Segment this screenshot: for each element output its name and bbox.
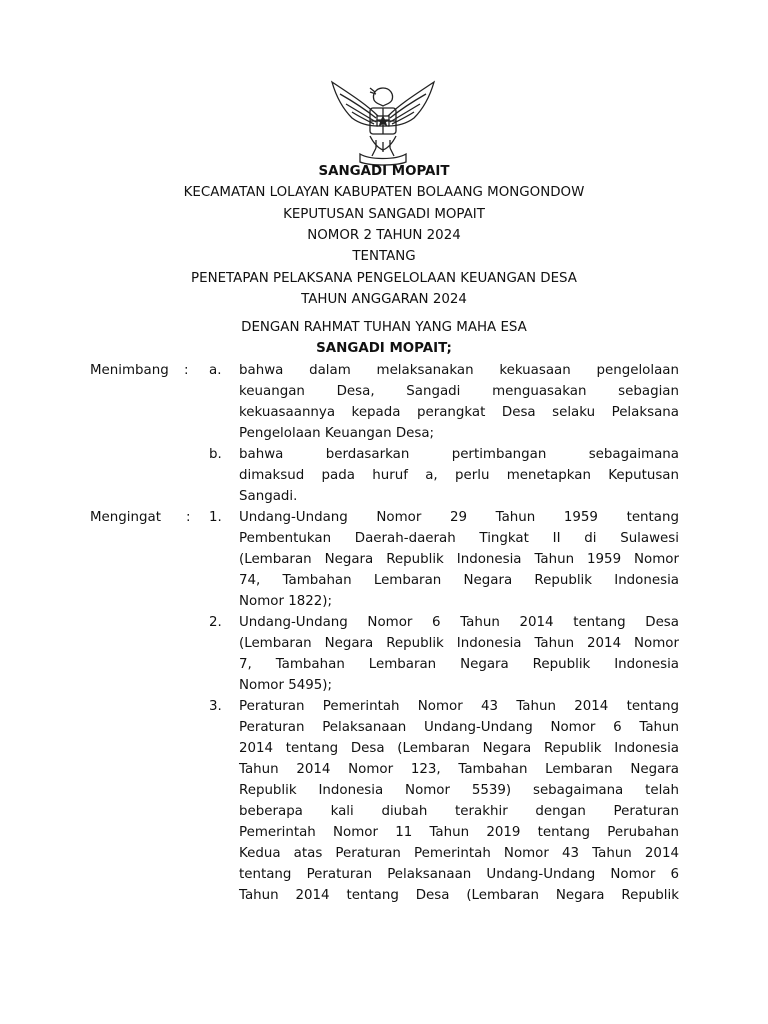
mengingat-row-2 xyxy=(0,612,768,633)
decree-subject: PENETAPAN PELAKSANA PENGELOLAAN KEUANGAN DESA xyxy=(191,271,577,286)
item-line: Undang-Undang Nomor 6 Tahun 2014 tentang Desa xyxy=(239,615,679,630)
item-line: Nomor 5495); xyxy=(239,678,333,693)
text-row xyxy=(0,675,768,696)
item-line: Pemerintah Nomor 11 Tahun 2019 tentang Perubahan xyxy=(239,825,679,840)
menimbang-row-b xyxy=(0,444,768,465)
item-line: 7, Tambahan Lembaran Negara Republik Indonesia xyxy=(239,657,679,672)
menimbang-label: Menimbang xyxy=(90,363,169,378)
text-row xyxy=(0,885,768,906)
preamble: DENGAN RAHMAT TUHAN YANG MAHA ESA xyxy=(241,320,527,335)
item-line: Sangadi. xyxy=(239,489,298,504)
text-row xyxy=(0,864,768,885)
item-marker: a. xyxy=(209,363,222,378)
text-row xyxy=(0,591,768,612)
text-row xyxy=(0,570,768,591)
text-row xyxy=(0,633,768,654)
item-line: 74, Tambahan Lembaran Negara Republik Indonesia xyxy=(239,573,679,588)
text-row xyxy=(0,654,768,675)
text-row xyxy=(0,423,768,444)
mengingat-row-3 xyxy=(0,696,768,717)
item-line: Peraturan Pemerintah Nomor 43 Tahun 2014 tentang xyxy=(239,699,679,714)
text-row xyxy=(0,465,768,486)
item-line: kekuasaannya kepada perangkat Desa selaku Pelaksana xyxy=(239,405,679,420)
decree-title: KEPUTUSAN SANGADI MOPAIT xyxy=(283,207,485,222)
item-line: Tahun 2014 Nomor 123, Tambahan Lembaran Negara xyxy=(239,762,679,777)
text-row xyxy=(0,549,768,570)
menimbang-row-a xyxy=(0,360,768,381)
text-row xyxy=(0,822,768,843)
item-line: Undang-Undang Nomor 29 Tahun 1959 tentang xyxy=(239,510,679,525)
item-line: beberapa kali diubah terakhir dengan Peraturan xyxy=(239,804,679,819)
fiscal-year: TAHUN ANGGARAN 2024 xyxy=(301,292,467,307)
text-row xyxy=(0,843,768,864)
village-title: SANGADI MOPAIT xyxy=(318,164,450,179)
text-row xyxy=(0,738,768,759)
subdistrict-line: KECAMATAN LOLAYAN KABUPATEN BOLAANG MONGONDOW xyxy=(183,185,585,200)
item-line: dimaksud pada huruf a, perlu menetapkan Keputusan xyxy=(239,468,679,483)
item-marker: 3. xyxy=(209,699,222,714)
text-row xyxy=(0,528,768,549)
item-line: 2014 tentang Desa (Lembaran Negara Republik Indonesia xyxy=(239,741,679,756)
text-row xyxy=(0,801,768,822)
item-line: tentang Peraturan Pelaksanaan Undang-Undang Nomor 6 xyxy=(239,867,679,882)
garuda-emblem-icon xyxy=(326,74,440,166)
text-row xyxy=(0,381,768,402)
item-line: Republik Indonesia Nomor 5539) sebagaimana telah xyxy=(239,783,679,798)
text-row xyxy=(0,759,768,780)
text-row xyxy=(0,780,768,801)
text-row xyxy=(0,402,768,423)
item-line: Tahun 2014 tentang Desa (Lembaran Negara Republik xyxy=(239,888,679,903)
item-marker: 1. xyxy=(209,510,222,525)
item-line: (Lembaran Negara Republik Indonesia Tahun 2014 Nomor xyxy=(239,636,679,651)
item-line: Nomor 1822); xyxy=(239,594,333,609)
text-row xyxy=(0,717,768,738)
item-line: Peraturan Pelaksanaan Undang-Undang Nomor 6 Tahun xyxy=(239,720,679,735)
item-line: keuangan Desa, Sangadi menguasakan sebagian xyxy=(239,384,679,399)
item-line: Pengelolaan Keuangan Desa; xyxy=(239,426,435,441)
text-row xyxy=(0,486,768,507)
item-line: Kedua atas Peraturan Pemerintah Nomor 43 Tahun 2014 xyxy=(239,846,679,861)
menimbang-colon: : xyxy=(184,363,189,378)
item-marker: b. xyxy=(209,447,222,462)
item-line: bahwa dalam melaksanakan kekuasaan pengelolaan xyxy=(239,363,679,378)
item-line: (Lembaran Negara Republik Indonesia Tahun 1959 Nomor xyxy=(239,552,679,567)
item-marker: 2. xyxy=(209,615,222,630)
about-label: TENTANG xyxy=(352,249,416,264)
decree-number: NOMOR 2 TAHUN 2024 xyxy=(307,228,461,243)
mengingat-row-1 xyxy=(0,507,768,528)
item-line: bahwa berdasarkan pertimbangan sebagaimana xyxy=(239,447,679,462)
mengingat-label: Mengingat xyxy=(90,510,161,525)
authority-line: SANGADI MOPAIT; xyxy=(316,341,452,356)
item-line: Pembentukan Daerah-daerah Tingkat II di Sulawesi xyxy=(239,531,679,546)
mengingat-colon: : xyxy=(186,510,191,525)
